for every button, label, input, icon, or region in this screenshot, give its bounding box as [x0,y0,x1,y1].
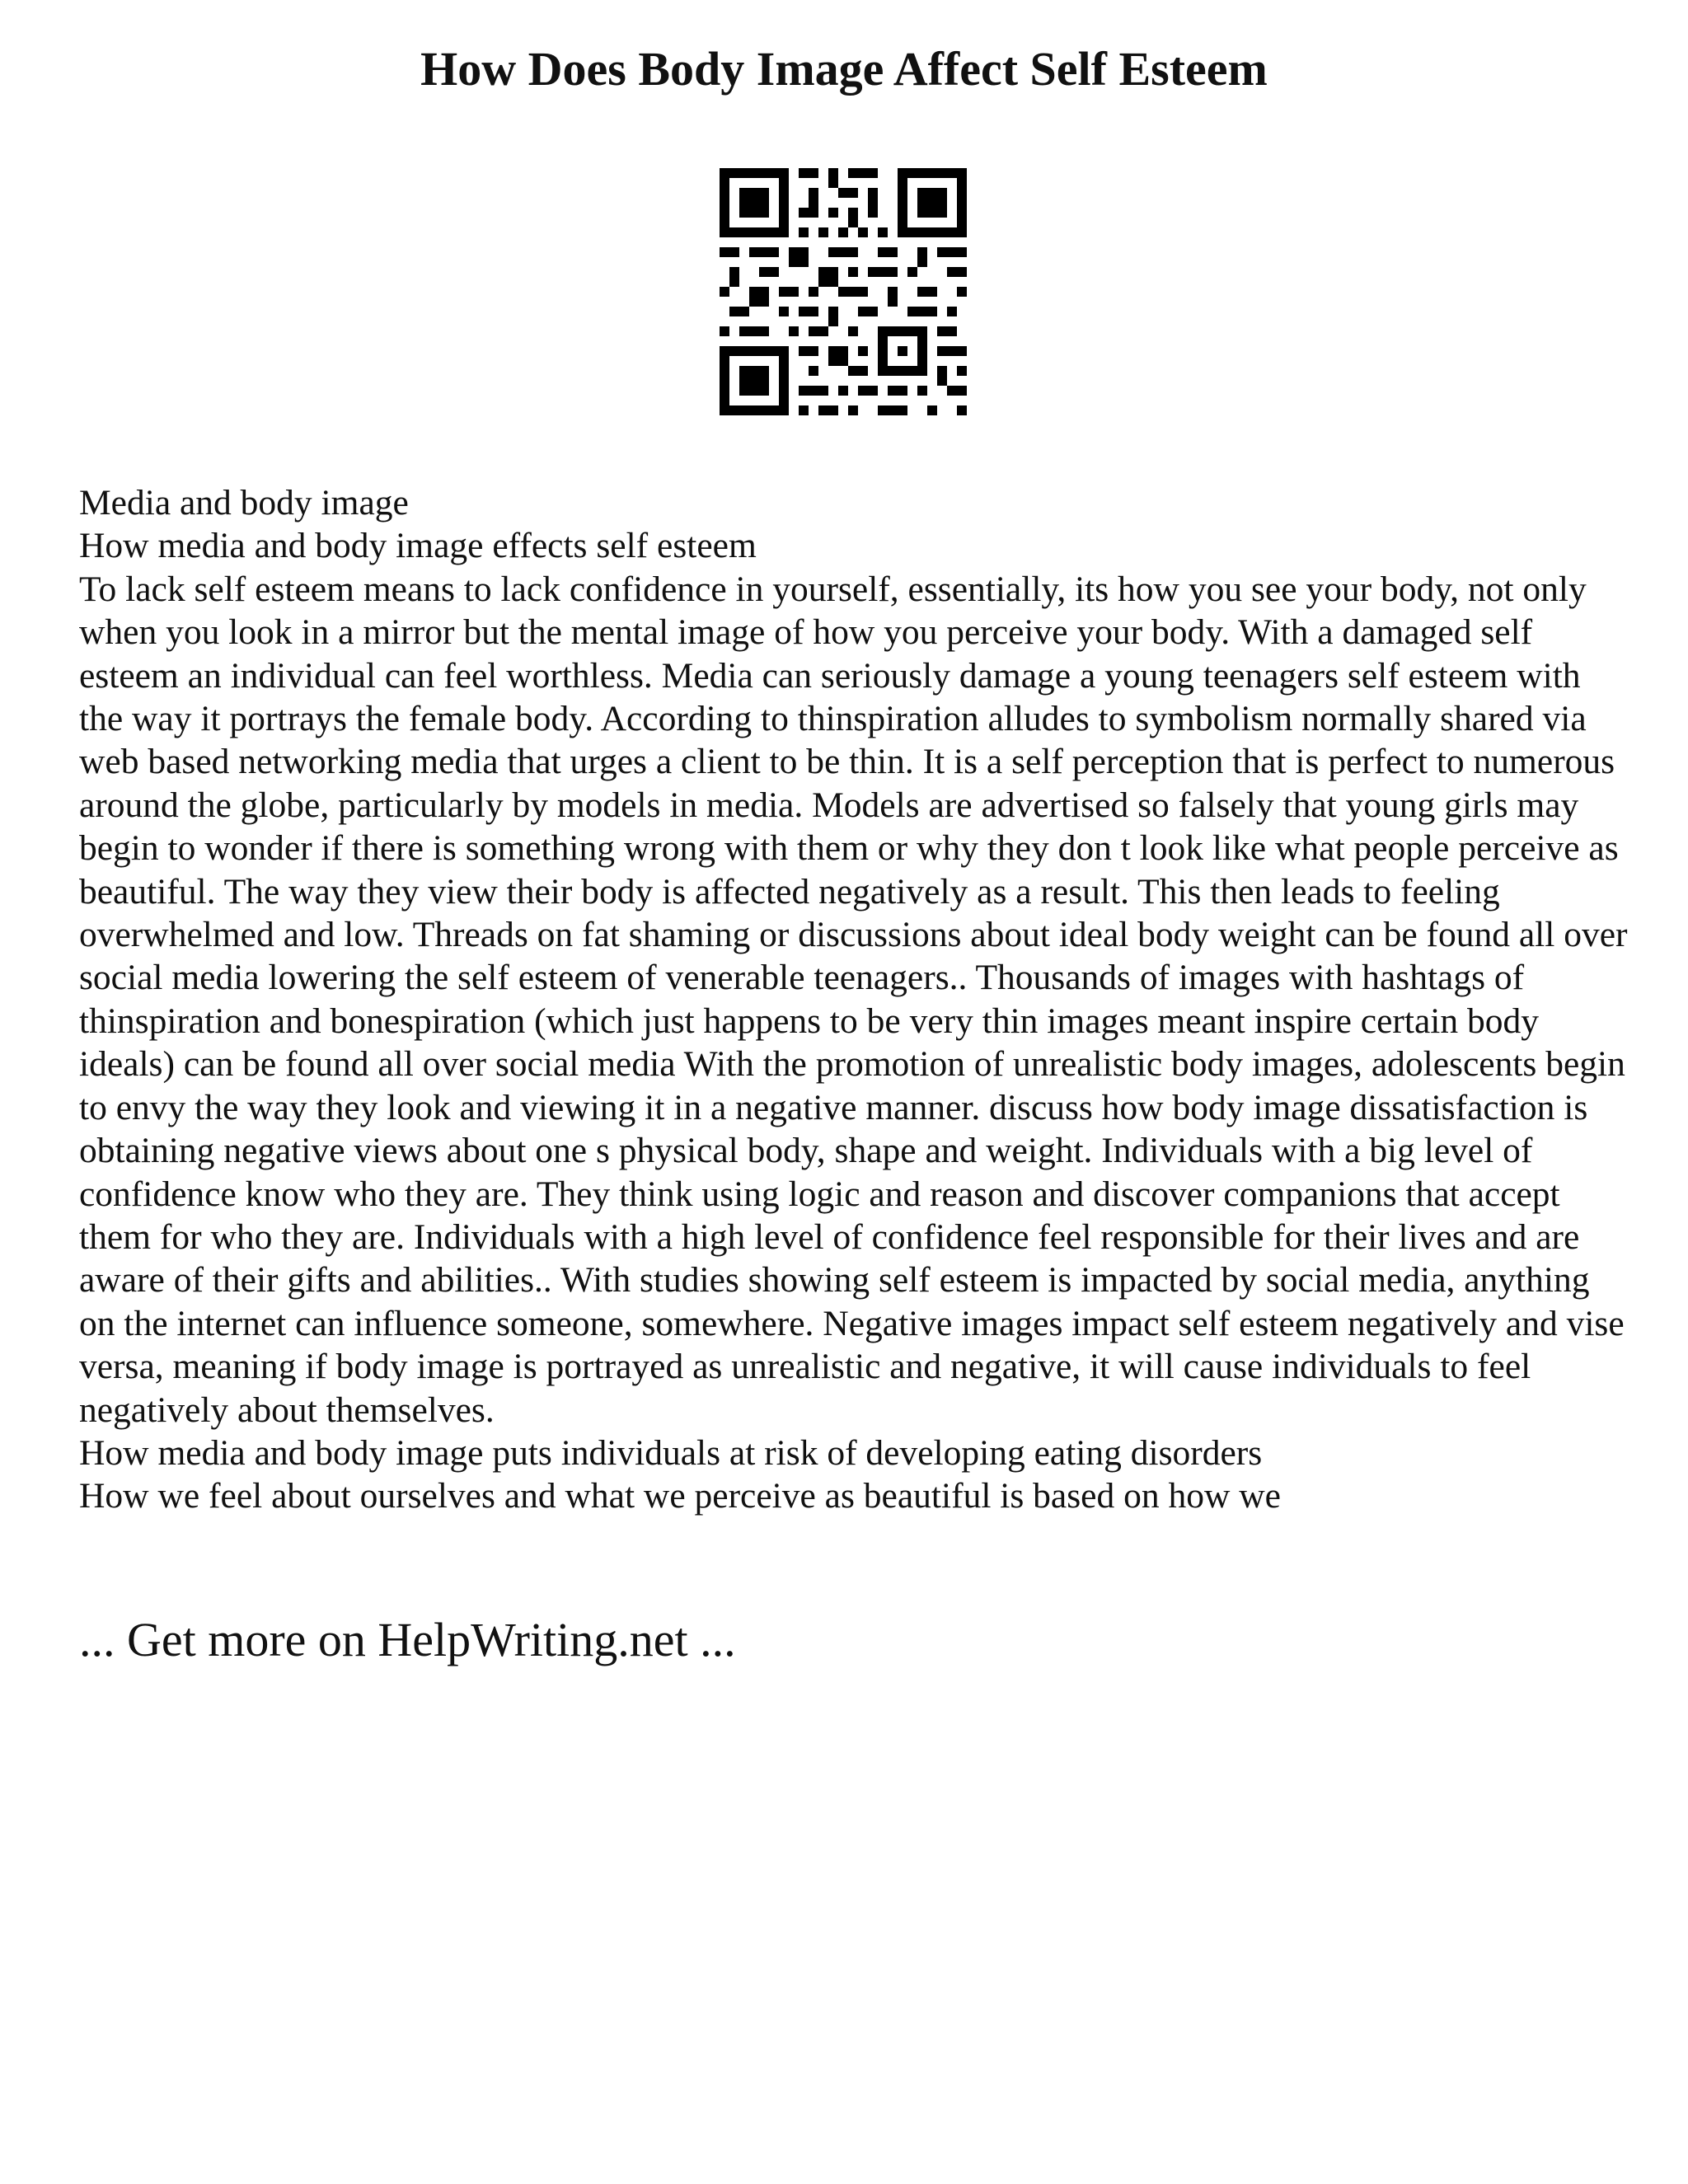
section-heading-self-esteem: How media and body image effects self esteem [79,526,757,566]
body-paragraph: To lack self esteem means to lack confidence in yourself, essentially, its how you see your body, not only when you look in a mirror but the mental image of how you perceive your body. With a damaged self esteem an individual can feel worthless. Media can seriously damage a young teenagers self esteem with the way it portrays the female body. According to thinspiration alludes to symbolism normally shared via web based networking media that urges a client to be thin. It is a self perception that is perfect to numerous around the globe, particularly by models in media. Models are advertised so falsely that young girls may begin to wonder if there is something wrong with them or why they don t look like what people perceive as beautiful. The way they view their body is affected negatively as a result. This then leads to feeling overwhelmed and low. Threads on fat shaming or discussions about ideal body weight can be found all over social media lowering the self esteem of venerable teenagers.. Thousands of images with hashtags of thinspiration and bonespiration (which just happens to be very thin images meant inspire certain body ideals) can be found all over social media With the promotion of unrealistic body images, adolescents begin to envy the way they look and viewing it in a negative manner. discuss how body image dissatisfaction is obtaining negative views about one s physical body, shape and weight. Individuals with a big level of confidence know who they are. They think using logic and reason and discover companions that accept them for who they are. Individuals with a high level of confidence feel responsible for their lives and are aware of their gifts and abilities.. With studies showing self esteem is impacted by social media, anything on the internet can influence someone, somewhere. Negative images impact self esteem negatively and vise versa, meaning if body image is portrayed as unrealistic and negative, it will cause individuals to feel negatively about themselves. [79,569,1628,1430]
get-more-link[interactable]: ... Get more on HelpWriting.net ... [79,1613,736,1666]
page-title: How Does Body Image Affect Self Esteem [420,42,1268,96]
section-heading-media-and-body-image: Media and body image [79,483,409,523]
qr-code-icon [720,168,967,415]
section-heading-eating-disorders: How media and body image puts individuals at risk of developing eating disorders [79,1432,1263,1473]
document-body [79,481,1629,1518]
trailing-text-line: How we feel about ourselves and what we perceive as beautiful is based on how we [79,1476,1281,1516]
